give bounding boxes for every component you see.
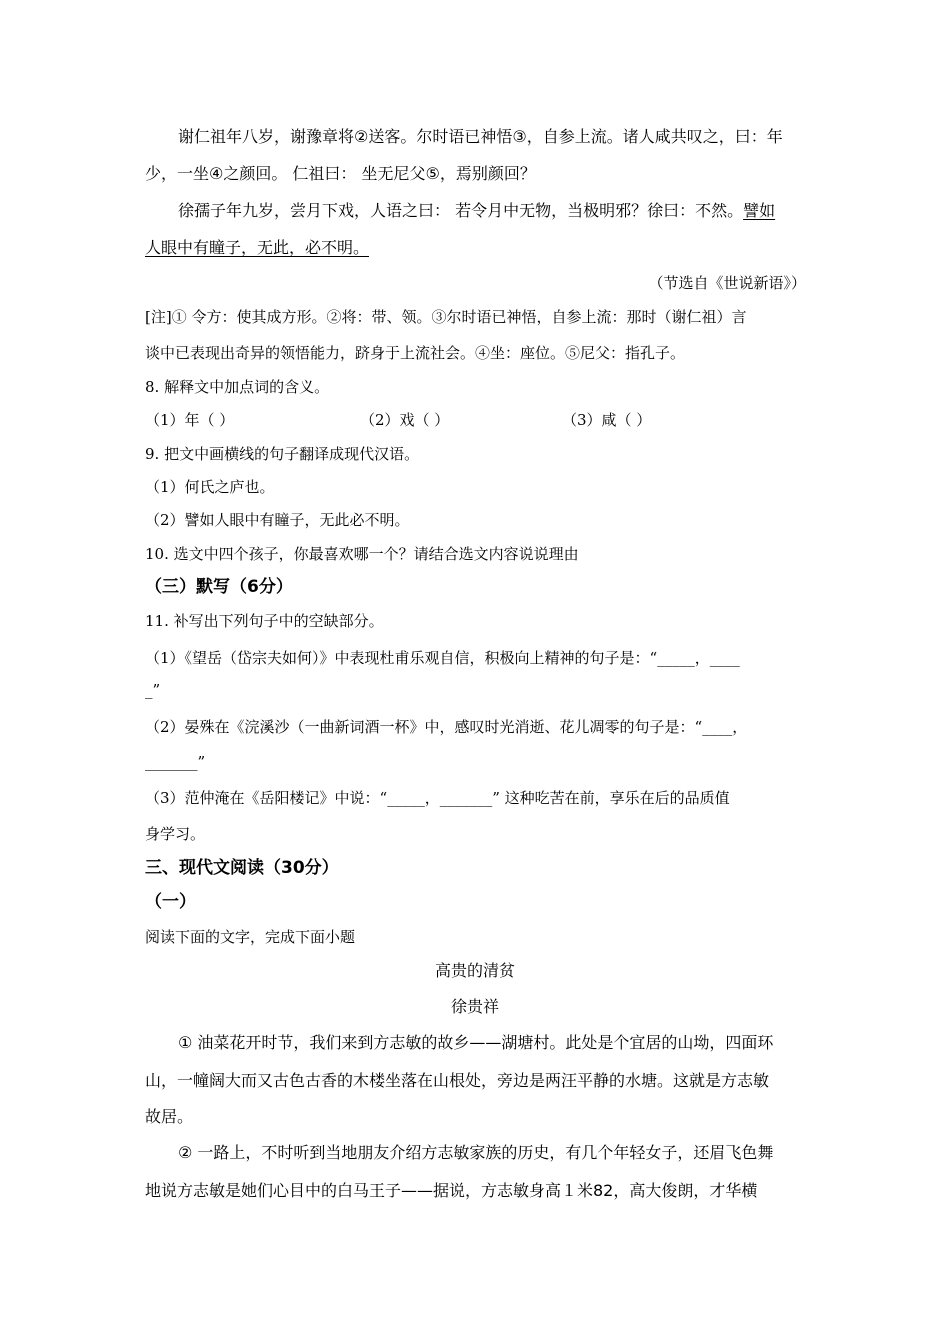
question-8-option: （3）咸（ ）	[562, 411, 652, 429]
instruction: 阅读下面的文字，完成下面小题	[145, 928, 356, 946]
question-9: 9. 把文中画横线的句子翻译成现代汉语。	[145, 445, 420, 463]
article-title: 高贵的清贫	[434, 961, 515, 980]
passage1-line: 少，一坐④之颜回。 仁祖曰： 坐无尼父⑤，焉别颜回？	[145, 164, 536, 183]
notes-line: 谈中已表现出奇异的领悟能力，跻身于上流社会。④坐：座位。⑤尼父：指孔子。	[145, 344, 686, 362]
article-line: 地说方志敏是她们心目中的白马王子——据说，方志敏身高１米82，高大俊朗，才华横	[145, 1181, 758, 1200]
underlined-sentence-start: 譬如	[743, 201, 776, 220]
notes-line: [注]① 令方：使其成方形。②将：带、领。③尔时语已神悟，自参上流：那时（谢仁祖）言	[145, 308, 747, 326]
article-line: ② 一路上，不时听到当地朋友介绍方志敏家族的历史，有几个年轻女子，还眉飞色舞	[178, 1143, 774, 1162]
underlined-sentence: 人眼中有瞳子，无此，必不明。	[145, 238, 370, 257]
section-heading: （三）默写（6分）	[145, 577, 293, 597]
question-11-item: （1）《望岳（岱宗夫如何）》中表现杜甫乐观自信，积极向上精神的句子是：“_____，____	[145, 649, 740, 667]
question-11: 11. 补写出下列句子中的空缺部分。	[145, 612, 384, 630]
passage1-line	[178, 201, 775, 221]
question-10: 10. 选文中四个孩子，你最喜欢哪一个？请结合选文内容说说理由	[145, 545, 579, 563]
question-9-item: （2）譬如人眼中有瞳子，无此必不明。	[145, 511, 410, 529]
question-9-item: （1）何氏之庐也。	[145, 478, 275, 496]
passage-source: （节选自《世说新语》）	[648, 274, 806, 292]
article-line: 山，一幢阔大而又古色古香的木楼坐落在山根处，旁边是两汪平静的水塘。这就是方志敏	[145, 1071, 770, 1090]
sub-heading: （一）	[145, 892, 196, 912]
passage1-line: 谢仁祖年八岁，谢豫章将②送客。尔时语已神悟③，自参上流。诸人咸共叹之，曰：年	[178, 127, 783, 146]
question-8-option: （2）戏（ ）	[360, 411, 450, 429]
article-line: 故居。	[145, 1107, 194, 1126]
question-11-item: _______”	[145, 753, 206, 771]
part-heading: 三、现代文阅读（30分）	[145, 858, 339, 878]
question-8: 8. 解释文中加点词的含义。	[145, 378, 330, 396]
question-11-item: （3）范仲淹在《岳阳楼记》中说：“_____，_______” 这种吃苦在前，享乐在后的品质值	[145, 789, 730, 807]
question-11-item: _”	[145, 681, 161, 699]
article-line: ① 油菜花开时节，我们来到方志敏的故乡——湖塘村。此处是个宜居的山坳，四面环	[178, 1033, 774, 1052]
question-8-option: （1）年（ ）	[145, 411, 235, 429]
question-11-item: 身学习。	[145, 825, 206, 843]
passage1-text: 徐孺子年九岁，尝月下戏，人语之曰： 若令月中无物，当极明邪？徐曰：不然。	[178, 201, 744, 220]
question-11-item: （2）晏殊在《浣溪沙（一曲新词酒一杯》中，感叹时光消逝、花儿凋零的句子是：“____，	[145, 718, 748, 736]
article-author: 徐贵祥	[450, 997, 499, 1016]
